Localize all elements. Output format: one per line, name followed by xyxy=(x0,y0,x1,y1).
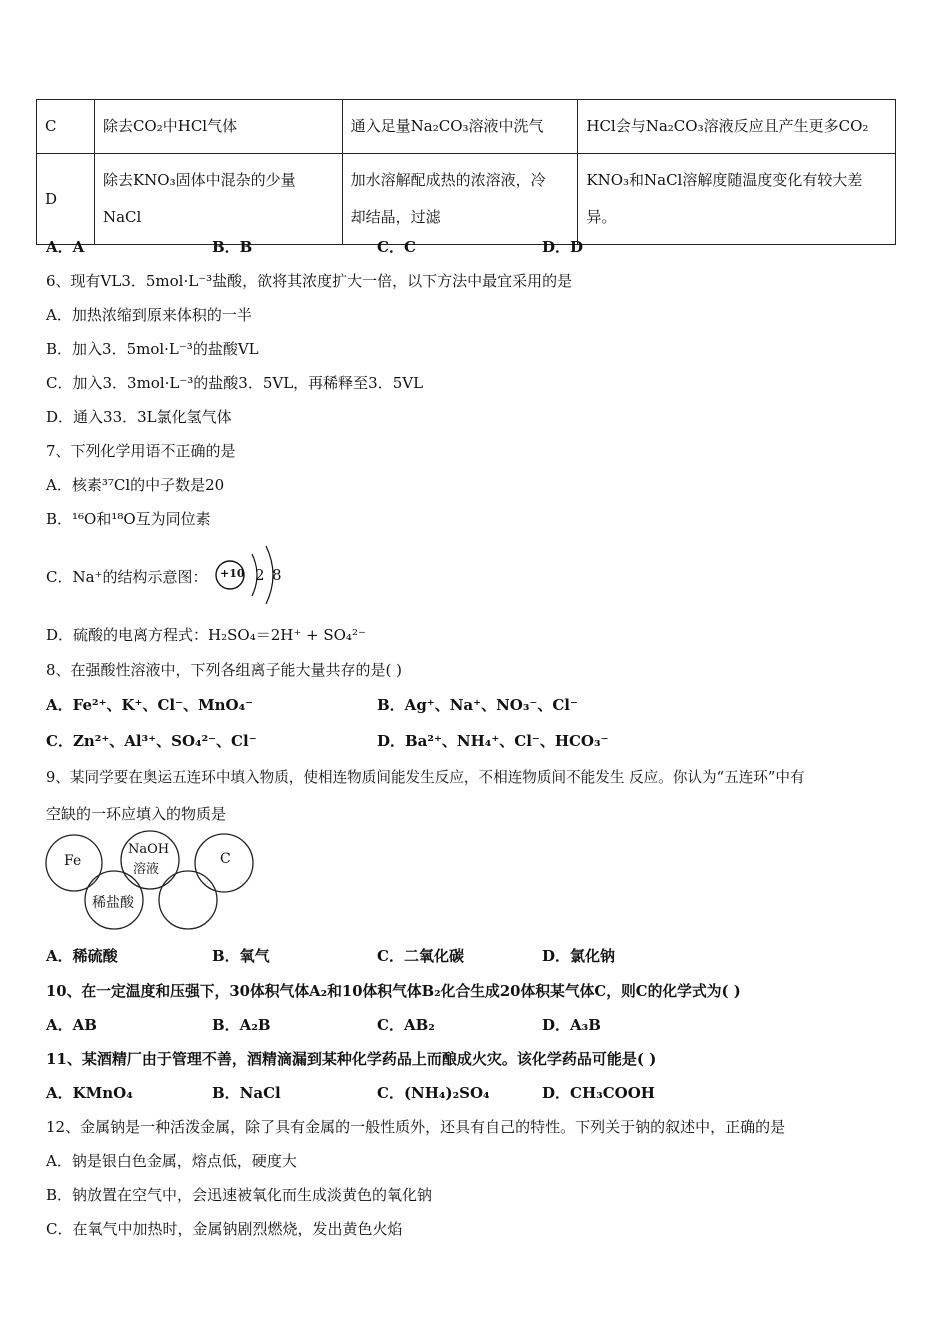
q6-option-d[interactable]: D．通入33．3L氯化氢气体 xyxy=(46,408,232,426)
ring-label-fe: Fe xyxy=(64,853,82,869)
options-table xyxy=(36,99,896,245)
table-cell xyxy=(578,154,896,245)
cell-line: 加水溶解配成热的浓溶液，冷 xyxy=(350,171,546,189)
q10-option-b[interactable]: B．A₂B xyxy=(212,1016,271,1034)
q8-option-b[interactable]: B．Ag⁺、Na⁺、NO₃⁻、Cl⁻ xyxy=(377,696,578,714)
q8-option-d[interactable]: D．Ba²⁺、NH₄⁺、Cl⁻、HCO₃⁻ xyxy=(377,732,609,750)
q6-option-c[interactable]: C．加入3．3mol·L⁻³的盐酸3．5VL，再稀释至3．5VL xyxy=(46,374,424,392)
q9-option-b[interactable]: B．氧气 xyxy=(212,947,270,965)
cell-line: KNO₃和NaCl溶解度随温度变化有较大差 xyxy=(586,171,863,189)
q10-option-a[interactable]: A．AB xyxy=(46,1016,97,1034)
q8-option-c[interactable]: C．Zn²⁺、Al³⁺、SO₄²⁻、Cl⁻ xyxy=(46,732,257,750)
q5-option-b[interactable]: B．B xyxy=(212,238,253,256)
cell-line: NaCl xyxy=(102,208,142,226)
q7-option-c[interactable]: C．Na⁺的结构示意图： xyxy=(46,568,208,586)
q10-option-c[interactable]: C．AB₂ xyxy=(377,1016,435,1034)
q8-stem: 8、在强酸性溶液中，下列各组离子能大量共存的是( ) xyxy=(46,661,403,679)
q7-stem: 7、下列化学用语不正确的是 xyxy=(46,442,236,460)
ring-label-c: C xyxy=(220,851,231,867)
q9-option-a[interactable]: A．稀硫酸 xyxy=(46,947,118,965)
q10-option-d[interactable]: D．A₃B xyxy=(542,1016,601,1034)
table-cell: HCl会与Na₂CO₃溶液反应且产生更多CO₂ xyxy=(578,100,896,154)
q11-option-c[interactable]: C．(NH₄)₂SO₄ xyxy=(377,1084,490,1102)
q5-option-d[interactable]: D．D xyxy=(542,238,584,256)
q5-option-c[interactable]: C．C xyxy=(377,238,416,256)
table-row xyxy=(37,154,896,245)
five-rings-diagram xyxy=(44,830,260,932)
shell-2-count: 8 xyxy=(272,566,282,584)
q6-option-a[interactable]: A．加热浓缩到原来体积的一半 xyxy=(46,306,252,324)
q9-option-c[interactable]: C．二氧化碳 xyxy=(377,947,464,965)
table-cell: 通入足量Na₂CO₃溶液中洗气 xyxy=(342,100,578,154)
table-cell xyxy=(342,154,578,245)
table-row xyxy=(37,100,896,154)
q6-stem: 6、现有VL3．5mol·L⁻³盐酸，欲将其浓度扩大一倍，以下方法中最宜采用的是 xyxy=(46,272,573,290)
cell-line: 却结晶，过滤 xyxy=(350,208,441,226)
q12-stem: 12、金属钠是一种活泼金属，除了具有金属的一般性质外，还具有自己的特性。下列关于钠的叙述中，正确的是 xyxy=(46,1118,786,1136)
q9-stem-line1: 9、某同学要在奥运五连环中填入物质，使相连物质间能发生反应，不相连物质间不能发生 反应。你认为“五连环”中有 xyxy=(46,769,805,786)
ring-label-hcl: 稀盐酸 xyxy=(92,895,134,911)
cell-line: 除去KNO₃固体中混杂的少量 xyxy=(102,171,296,189)
cell-line: 异。 xyxy=(586,208,617,226)
q8-option-a[interactable]: A．Fe²⁺、K⁺、Cl⁻、MnO₄⁻ xyxy=(46,696,254,714)
table-cell: D xyxy=(37,154,95,245)
q11-option-a[interactable]: A．KMnO₄ xyxy=(46,1084,133,1102)
table-cell: C xyxy=(37,100,95,154)
q7-option-a[interactable]: A．核素³⁷Cl的中子数是20 xyxy=(46,476,225,494)
q5-option-a[interactable]: A．A xyxy=(46,238,85,256)
q7-option-b[interactable]: B．¹⁶O和¹⁸O互为同位素 xyxy=(46,510,211,528)
q9-option-d[interactable]: D．氯化钠 xyxy=(542,947,616,965)
table-cell xyxy=(94,154,342,245)
ring-label-solution: 溶液 xyxy=(133,862,160,877)
q7-option-d[interactable]: D．硫酸的电离方程式：H₂SO₄＝2H⁺ + SO₄²⁻ xyxy=(46,626,366,644)
q12-option-c[interactable]: C．在氧气中加热时，金属钠剧烈燃烧，发出黄色火焰 xyxy=(46,1220,403,1238)
nucleus-label: +10 xyxy=(220,567,245,580)
table-cell: 除去CO₂中HCl气体 xyxy=(94,100,342,154)
q6-option-b[interactable]: B．加入3．5mol·L⁻³的盐酸VL xyxy=(46,340,259,358)
q11-option-b[interactable]: B．NaCl xyxy=(212,1084,281,1102)
shell-1-count: 2 xyxy=(255,566,265,584)
q12-option-a[interactable]: A．钠是银白色金属，熔点低，硬度大 xyxy=(46,1152,297,1170)
q11-stem: 11、某酒精厂由于管理不善，酒精滴漏到某种化学药品上而酿成火灾。该化学药品可能是( ) xyxy=(46,1050,657,1068)
q10-stem: 10、在一定温度和压强下，30体积气体A₂和10体积气体B₂化合生成20体积某气体C，则C的化学式为( ) xyxy=(46,983,741,1000)
na-ion-diagram xyxy=(212,540,292,606)
q12-option-b[interactable]: B．钠放置在空气中，会迅速被氧化而生成淡黄色的氧化钠 xyxy=(46,1186,433,1204)
q11-option-d[interactable]: D．CH₃COOH xyxy=(542,1084,655,1102)
q9-stem-line2: 空缺的一环应填入的物质是 xyxy=(46,805,227,823)
ring-label-naoh: NaOH xyxy=(128,842,170,857)
